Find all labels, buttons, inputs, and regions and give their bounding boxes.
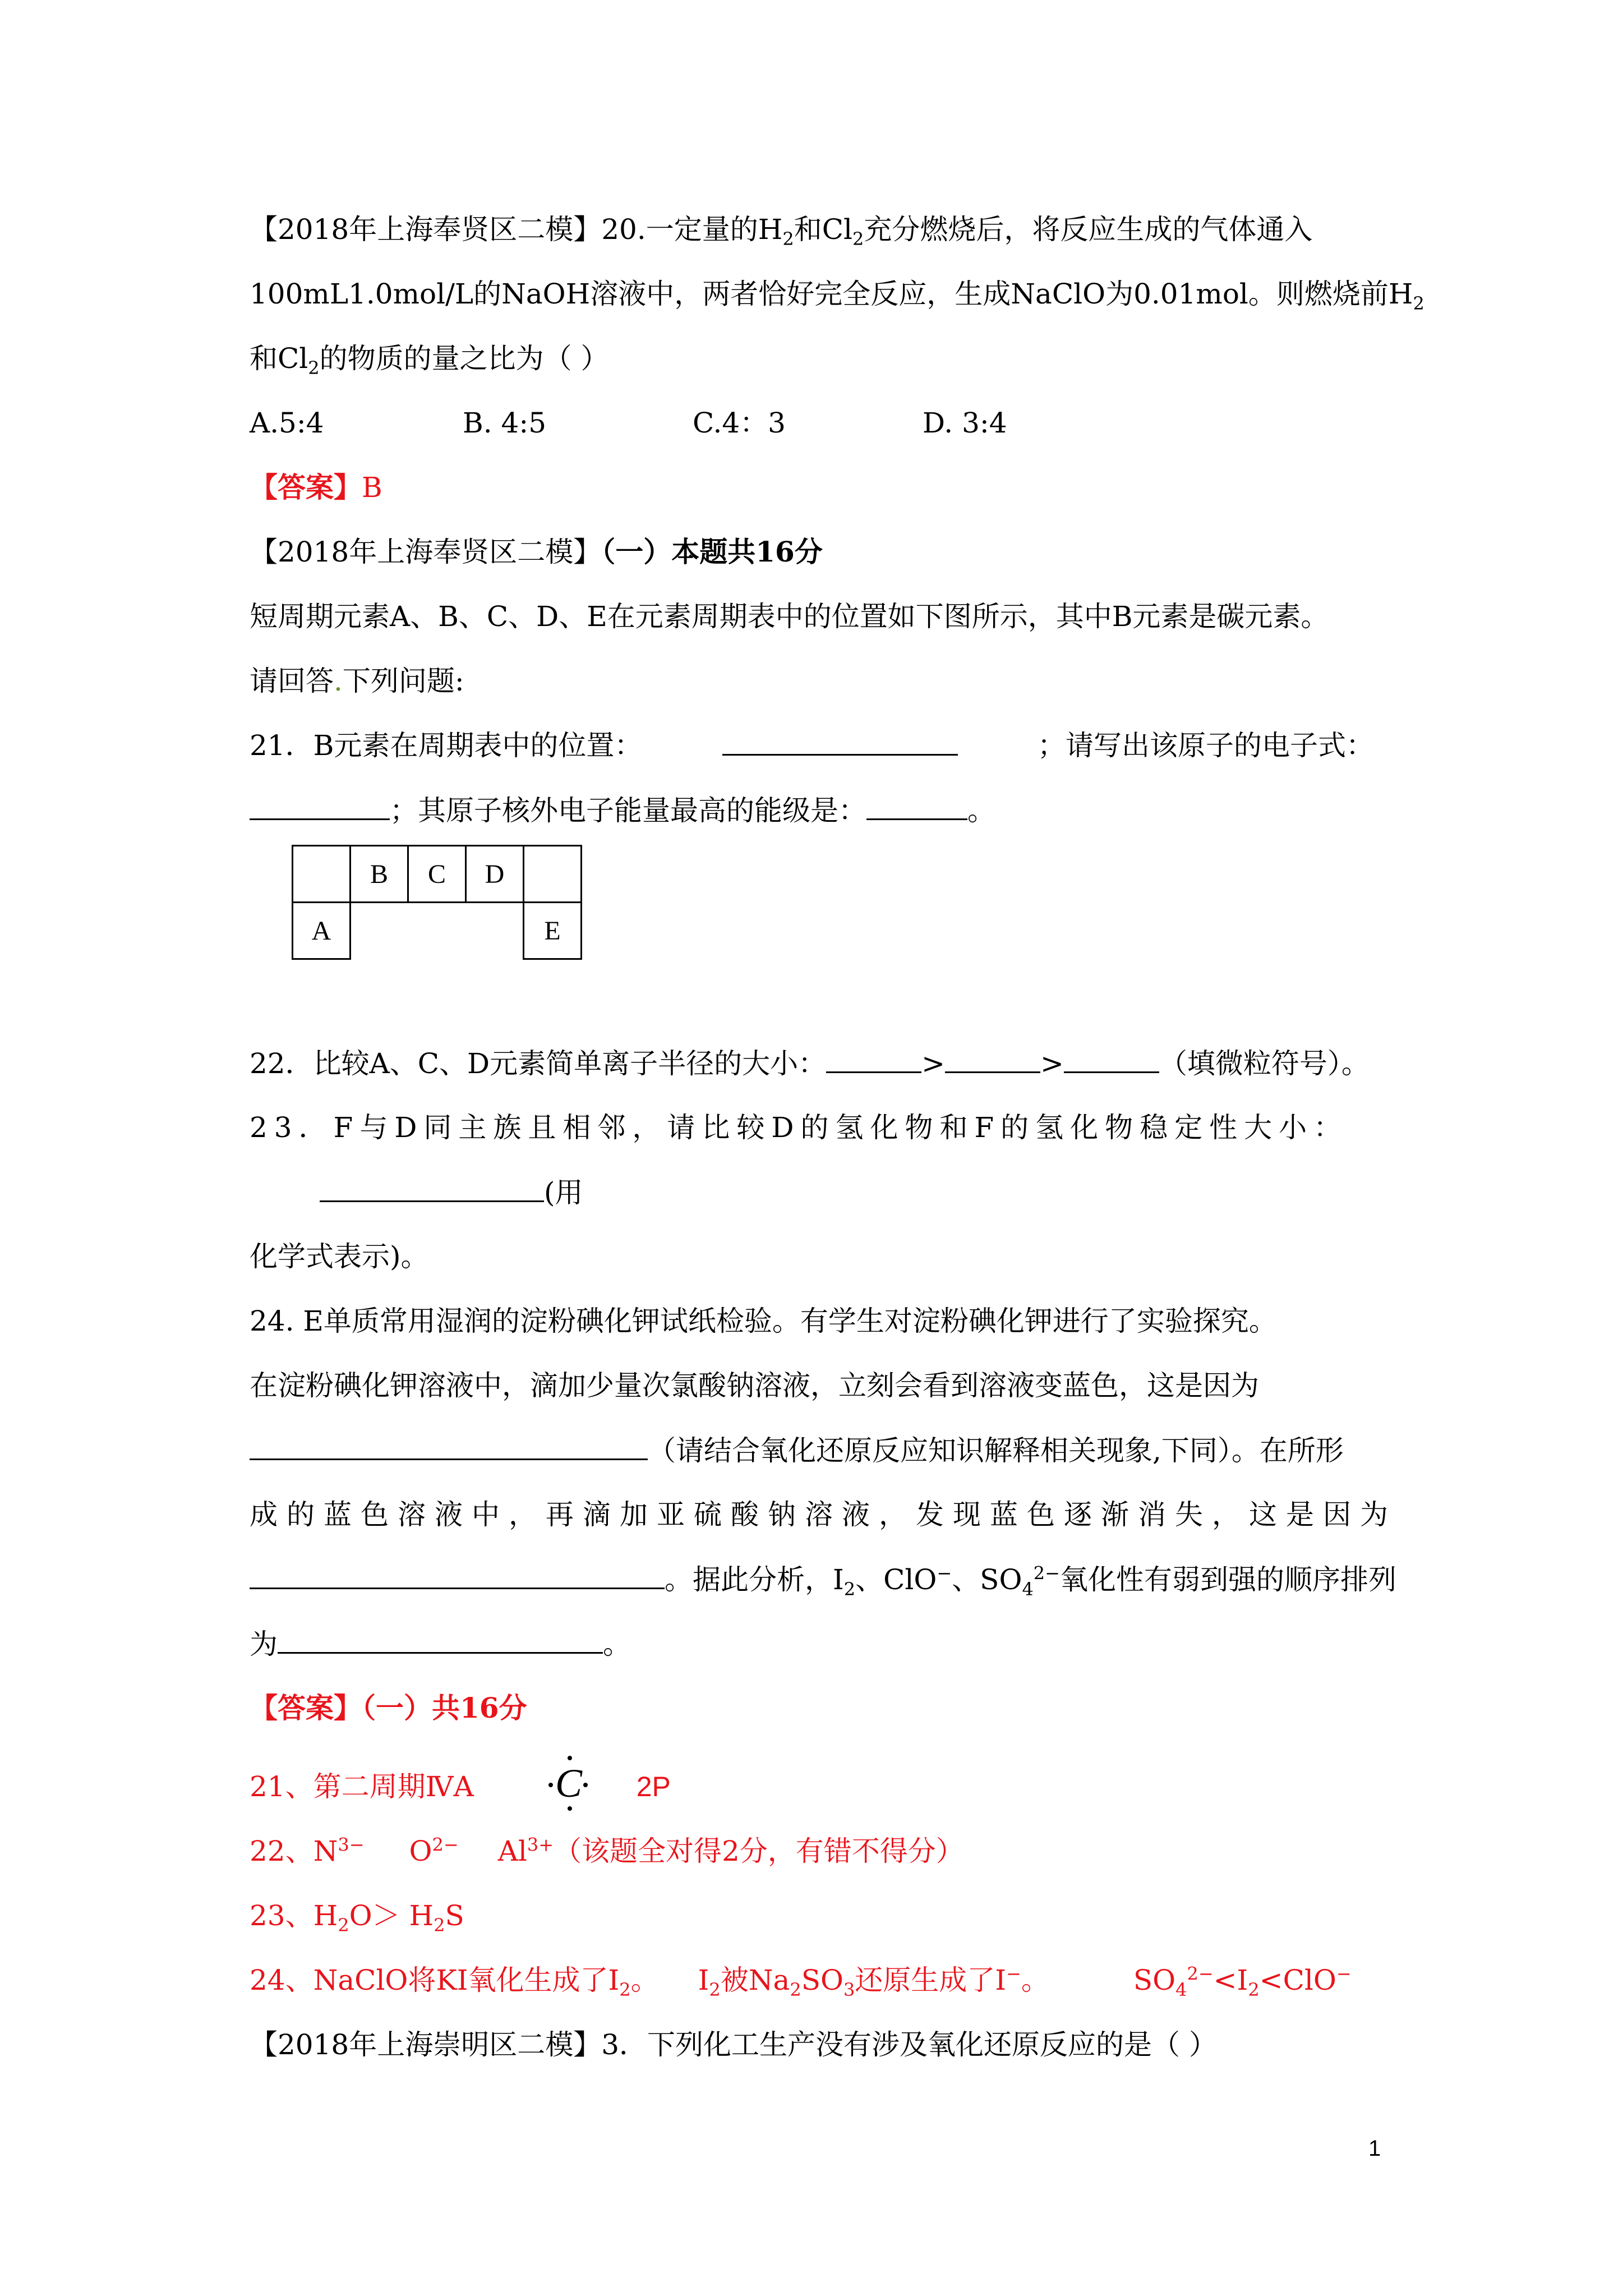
option-d: D. 3:4 — [923, 407, 1007, 439]
answer-22: 22、$N^{3-}$ $O^{2-}$ $Al^{3+}$（该题全对得2分，有错不得分） — [250, 1834, 964, 1867]
q24-line-4: 成的蓝色溶液中，再滴加亚硫酸钠溶液，发现蓝色逐渐消失，这是因为 — [250, 1498, 1397, 1531]
answer-24: 24、NaClO将KI氧化生成了$I_2$。 $I_2$被$Na_2SO_3$还原生成了I−。 $SO_4^{2-}<I_2<ClO^-$ — [250, 1963, 1352, 2000]
answer-21: 21、第二周期ⅣA 2P — [250, 1770, 671, 1803]
electron-dot — [568, 1756, 572, 1760]
q24-line-1: 24. E单质常用湿润的淀粉碘化钾试纸检验。有学生对淀粉碘化钾进行了实验探究。 — [250, 1305, 1277, 1337]
q24-blank-2 — [250, 1565, 665, 1589]
electron-dot — [548, 1783, 553, 1787]
q24-line-5: 。据此分析，$I_2$、ClO−、$SO_4^{2-}$氧化性有弱到强的顺序排列 — [250, 1565, 1396, 1594]
q23-line-3: 化学式表示)。 — [250, 1240, 429, 1273]
electron-dot — [583, 1783, 588, 1787]
q21-blank-energy-level — [866, 796, 967, 820]
section-header: 【2018年上海奉贤区二模】（一）本题共16分 — [250, 535, 823, 568]
q20-answer: 【答案】B — [250, 471, 382, 504]
carbon-lewis-dot-formula: C — [548, 1756, 588, 1806]
q21-blank-electron-formula — [250, 796, 390, 820]
table-cell-empty-left — [292, 845, 351, 903]
q22-blank-1 — [826, 1049, 921, 1073]
section-intro-2: 请回答.下列问题: — [250, 665, 464, 697]
q20-line-3: 和$Cl_2$的物质的量之比为（ ） — [250, 342, 609, 379]
section-intro-1: 短周期元素A、B、C、D、E在元素周期表中的位置如下图所示，其中B元素是碳元素。 — [250, 600, 1329, 633]
table-cell-d: D — [465, 845, 524, 903]
periodic-table-fragment — [292, 845, 584, 959]
q21-blank-position — [722, 731, 958, 756]
q21-line-1: 21．B元素在周期表中的位置： ；请写出该原子的电子式： — [250, 729, 1374, 762]
electron-dot — [568, 1806, 572, 1811]
table-cell-c: C — [407, 845, 467, 903]
q24-line-2: 在淀粉碘化钾溶液中，滴加少量次氯酸钠溶液，立刻会看到溶液变蓝色，这是因为 — [250, 1369, 1259, 1402]
q20-line-1: 【2018年上海奉贤区二模】20.一定量的$H_2$和$Cl_2$充分燃烧后，将反应生成的气体通入 — [250, 213, 1313, 250]
q23-line-1: 23．F与D同主族且相邻，请比较D的氢化物和F的氢化物稳定性大小： — [250, 1111, 1349, 1144]
q22-blank-3 — [1064, 1049, 1159, 1073]
table-cell-empty-right — [523, 845, 582, 903]
q21-line-2: ；其原子核外电子能量最高的能级是： 。 — [250, 796, 995, 825]
q24-line-6: 为 。 — [250, 1628, 631, 1660]
option-c: C.4：3 — [693, 407, 786, 439]
q3-line: 【2018年上海崇明区二模】3．下列化工生产没有涉及氧化还原反应的是（ ） — [250, 2028, 1217, 2061]
answer-23: 23、$H_2O> H_2S$ — [250, 1899, 464, 1936]
q22-blank-2 — [945, 1049, 1040, 1073]
section-answer-header: 【答案】（一）共16分 — [250, 1691, 527, 1724]
option-a: A.5:4 — [250, 407, 324, 439]
q22-line: 22．比较A、C、D元素简单离子半径的大小： > > （填微粒符号）。 — [250, 1047, 1370, 1080]
table-cell-b: B — [349, 845, 409, 903]
q24-line-3: （请结合氧化还原反应知识解释相关现象,下同）。在所形 — [250, 1436, 1344, 1465]
q23-blank — [320, 1178, 544, 1202]
q20-options — [250, 409, 1427, 443]
q24-blank-1 — [250, 1436, 648, 1460]
table-cell-e: E — [523, 901, 582, 960]
table-cell-a: A — [292, 901, 351, 960]
page-number: 1 — [1368, 2136, 1381, 2161]
q20-line-2: 100mL1.0mol/L的NaOH溶液中，两者恰好完全反应，生成NaClO为0.01mol。则燃烧前$H_2$ — [250, 278, 1424, 314]
q24-blank-3 — [278, 1630, 603, 1654]
option-b: B. 4:5 — [463, 407, 546, 439]
q23-line-2: (用 — [320, 1178, 583, 1207]
